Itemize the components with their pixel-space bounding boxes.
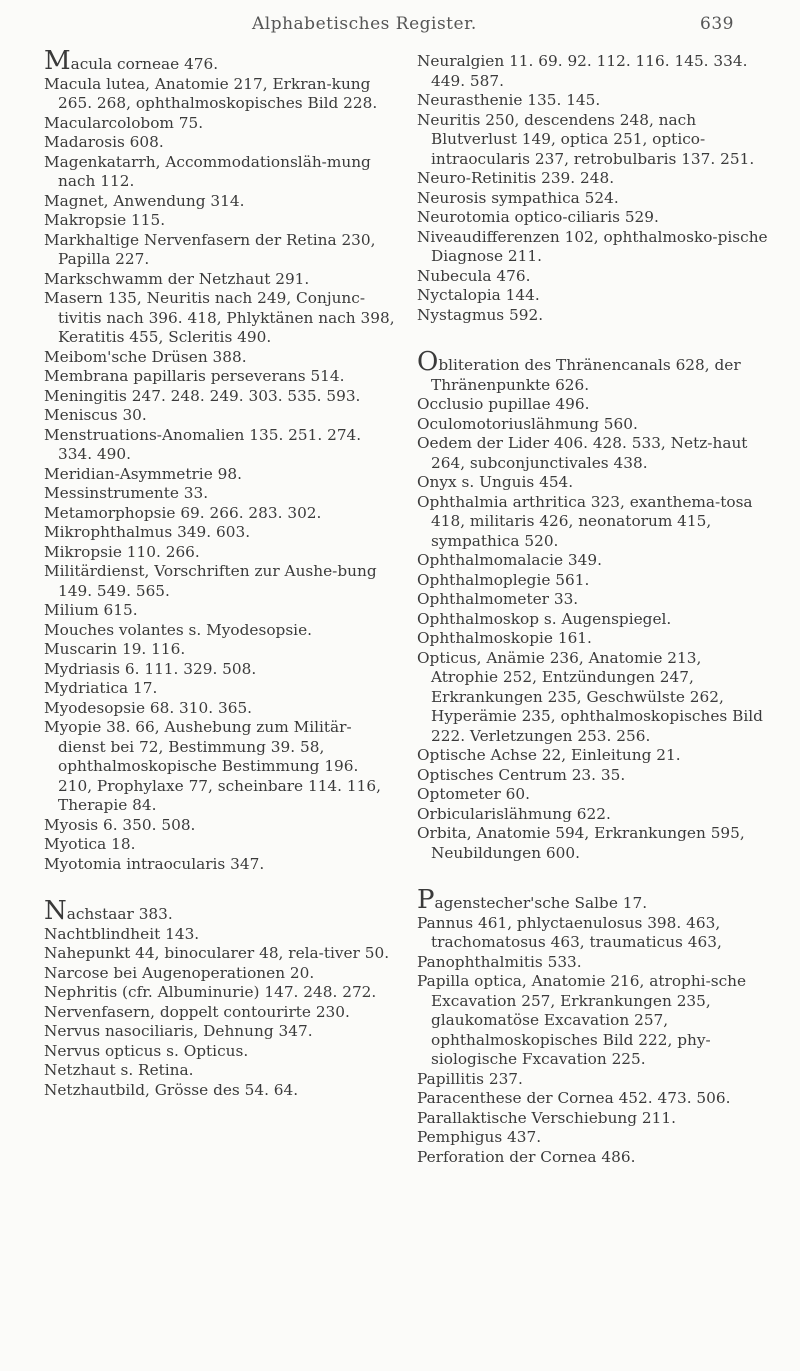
index-entry: Messinstrumente 33.: [44, 484, 209, 502]
index-entry: Parallaktische Verschiebung 211.: [417, 1108, 676, 1127]
index-entry: Neuro-Retinitis 239. 248.: [417, 169, 615, 187]
index-entry: Menstruations-Anomalien 135. 251. 274. 334. 490.: [44, 425, 362, 463]
index-entry: Metamorphopsie 69. 266. 283. 302.: [44, 503, 322, 522]
index-entry: [417, 347, 769, 395]
index-entry: [44, 46, 396, 76]
index-entry: Ophthalmia arthritica 323, exanthema-tosa 418, militaris 426, neonatorum 415, sympathica 520.: [417, 492, 753, 550]
entry-text: bliteration des Thränencanals 628, der Thränenpunkte 626.: [431, 356, 741, 394]
index-entry: Mouches volantes s. Myodesopsie.: [44, 620, 312, 639]
index-entry: Netzhaut s. Retina.: [44, 1061, 194, 1079]
index-entry: Masern 135, Neuritis nach 249, Conjunc-tivitis nach 396. 418, Phlyktänen nach 398, Keratitis 455, Scleritis 490.: [44, 289, 395, 346]
index-entry: Meridian-Asymmetrie 98.: [44, 464, 242, 483]
right-column: [417, 52, 769, 1167]
index-entry: Nystagmus 592.: [417, 305, 544, 324]
index-entry: Ophthalmomalacie 349.: [417, 551, 602, 569]
section-initial-letter: N: [44, 896, 67, 926]
index-entry: Orbita, Anatomie 594, Erkrankungen 595, Neubildungen 600.: [417, 824, 745, 862]
index-entry: Neurasthenie 135. 145.: [417, 91, 601, 109]
index-entry: Myopie 38. 66, Aushebung zum Militär-dienst bei 72, Bestimmung 39. 58, ophthalmoskopische Bestimmung 196. 210, Prophylaxe 77, scheinbare 114. 116, Therapie 84.: [44, 718, 381, 814]
index-entry: Nahepunkt 44, binocularer 48, rela-tiver 50.: [44, 944, 390, 962]
index-entry: Ophthalmoskopie 161.: [417, 629, 592, 647]
section-gap: [417, 325, 769, 353]
index-entry: Mikrophthalmus 349. 603.: [44, 523, 251, 541]
index-entry: Oculomotoriuslähmung 560.: [417, 414, 638, 433]
index-entry: Membrana papillaris perseverans 514.: [44, 367, 345, 385]
index-entry: Ophthalmoskop s. Augenspiegel.: [417, 609, 672, 628]
index-entry: Milium 615.: [44, 601, 138, 619]
index-entry: Ophthalmoplegie 561.: [417, 570, 590, 589]
index-entry: Myosis 6. 350. 508.: [44, 815, 196, 834]
index-entry: Neurosis sympathica 524.: [417, 188, 619, 207]
index-entry: Nervus opticus s. Opticus.: [44, 1041, 249, 1060]
index-entry: Niveaudifferenzen 102, ophthalmosko-pische Diagnose 211.: [417, 227, 768, 265]
index-entry: Myodesopsie 68. 310. 365.: [44, 698, 253, 717]
index-entry: Nervenfasern, doppelt contourirte 230.: [44, 1002, 350, 1021]
index-entry: Pannus 461, phlyctaenulosus 398. 463, trachomatosus 463, traumaticus 463,: [417, 913, 722, 951]
index-entry: Opticus, Anämie 236, Anatomie 213, Atrophie 252, Entzündungen 247, Erkrankungen 235, Geschwülste 262, Hyperämie 235, ophthalmoskopisches Bild 222. Verletzungen 253. 256.: [417, 648, 763, 745]
index-entry: Paracenthese der Cornea 452. 473. 506.: [417, 1089, 731, 1107]
index-entry: Netzhautbild, Grösse des 54. 64.: [44, 1080, 299, 1099]
index-entry: Nephritis (cfr. Albuminurie) 147. 248. 272.: [44, 983, 377, 1001]
index-entry: Occlusio pupillae 496.: [417, 395, 590, 413]
index-entry: Optometer 60.: [417, 785, 530, 803]
entry-text: achstaar 383.: [66, 905, 173, 923]
index-entry: Myotica 18.: [44, 835, 136, 853]
entry-text: acula corneae 476.: [70, 55, 219, 73]
index-entry: Muscarin 19. 116.: [44, 640, 186, 658]
page-number: 639: [700, 14, 734, 34]
index-entry: Macularcolobom 75.: [44, 113, 204, 132]
index-entry: Meniscus 30.: [44, 406, 147, 424]
index-entry: Meibom'sche Drüsen 388.: [44, 347, 247, 366]
section-gap: [44, 874, 396, 902]
index-entry: Myotomia intraocularis 347.: [44, 854, 265, 873]
index-entry: Meningitis 247. 248. 249. 303. 535. 593.: [44, 386, 361, 405]
index-entry: Nervus nasociliaris, Dehnung 347.: [44, 1022, 313, 1040]
section-gap: [417, 863, 769, 891]
index-entry: Magnet, Anwendung 314.: [44, 191, 245, 210]
index-entry: Mydriatica 17.: [44, 679, 158, 697]
left-column: [44, 46, 396, 1100]
index-entry: Panophthalmitis 533.: [417, 952, 582, 971]
index-entry: Narcose bei Augenoperationen 20.: [44, 963, 315, 982]
index-entry: Perforation der Cornea 486.: [417, 1147, 636, 1166]
index-entry: [417, 885, 769, 915]
index-entry: Nubecula 476.: [417, 266, 531, 285]
entry-text: agenstecher'sche Salbe 17.: [434, 894, 648, 912]
index-entry: Magenkatarrh, Accommodationsläh-mung nach 112.: [44, 152, 371, 190]
index-entry: Optisches Centrum 23. 35.: [417, 765, 626, 784]
section-initial-letter: M: [44, 46, 71, 76]
index-entry: Makropsie 115.: [44, 211, 166, 229]
index-entry: Onyx s. Unguis 454.: [417, 473, 574, 491]
index-entry: Neuritis 250, descendens 248, nach Blutverlust 149, optica 251, optico-intraocularis 237, retrobulbaris 137. 251.: [417, 110, 755, 168]
index-entry: [44, 896, 396, 926]
section-initial-letter: P: [417, 885, 435, 915]
index-entry: Orbicularislähmung 622.: [417, 804, 611, 823]
index-entry: Pemphigus 437.: [417, 1128, 542, 1146]
index-entry: Nyctalopia 144.: [417, 286, 540, 304]
index-entry: Neuralgien 11. 69. 92. 112. 116. 145. 334. 449. 587.: [417, 52, 748, 90]
index-entry: Militärdienst, Vorschriften zur Aushe-bung 149. 549. 565.: [44, 562, 377, 600]
index-entry: Neurotomia optico-ciliaris 529.: [417, 208, 659, 226]
index-entry: Markschwamm der Netzhaut 291.: [44, 269, 310, 288]
running-header: [0, 12, 800, 38]
index-entry: Markhaltige Nervenfasern der Retina 230, Papilla 227.: [44, 230, 376, 268]
index-entry: Macula lutea, Anatomie 217, Erkran-kung 265. 268, ophthalmoskopisches Bild 228.: [44, 74, 378, 112]
index-entry: Mydriasis 6. 111. 329. 508.: [44, 659, 257, 678]
index-entry: Oedem der Lider 406. 428. 533, Netz-haut 264, subconjunctivales 438.: [417, 434, 748, 472]
section-initial-letter: O: [417, 347, 439, 377]
index-entry: Papilla optica, Anatomie 216, atrophi-sche Excavation 257, Erkrankungen 235, glaukomatöse Excavation 257, ophthalmoskopisches Bild 222, phy-siologische Fxcavation 225.: [417, 972, 747, 1068]
index-entry: Nachtblindheit 143.: [44, 924, 200, 943]
index-entry: Ophthalmometer 33.: [417, 590, 579, 608]
index-entry: Papillitis 237.: [417, 1069, 523, 1088]
index-entry: Optische Achse 22, Einleitung 21.: [417, 746, 681, 764]
index-entry: Mikropsie 110. 266.: [44, 542, 200, 561]
index-entry: Madarosis 608.: [44, 133, 164, 151]
header-title: Alphabetisches Register.: [252, 14, 477, 34]
